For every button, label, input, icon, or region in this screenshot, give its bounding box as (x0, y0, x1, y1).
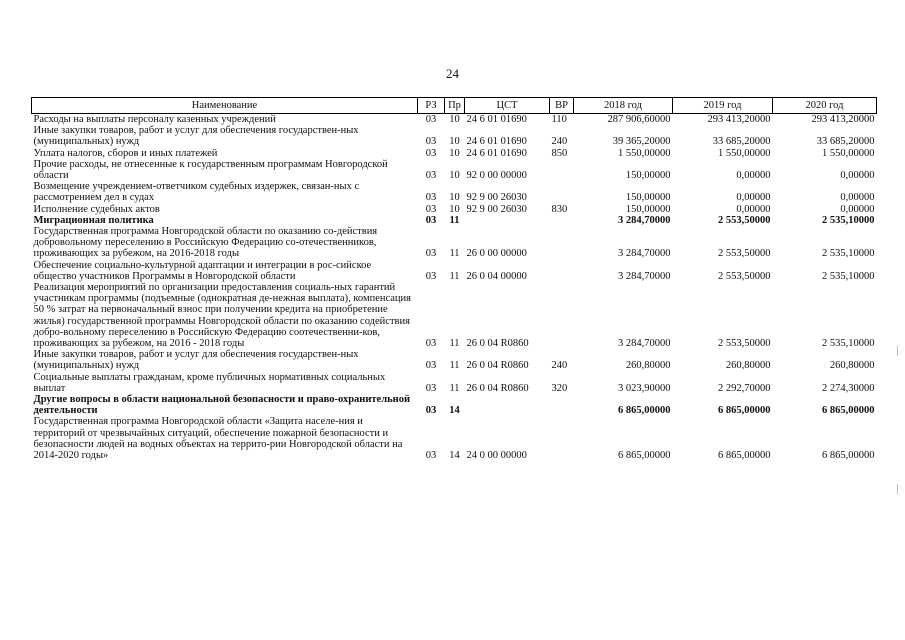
margin-mark (897, 484, 898, 494)
cell-2020: 6 865,00000 (822, 405, 875, 417)
cell-cst: 26 0 04 R0860 (466, 338, 529, 350)
cell-2018: 3 284,70000 (618, 248, 671, 260)
cell-name: Другие вопросы в области национальной безопасности и право-охранительной деятельности (33, 394, 411, 417)
cell-rz: 03 (425, 450, 437, 462)
cell-2018: 3 023,90000 (618, 382, 671, 394)
cell-2018: 287 906,60000 (607, 114, 671, 125)
cell-2018: 6 865,00000 (618, 405, 671, 417)
cell-2018: 3 284,70000 (618, 214, 671, 226)
cell-name: Прочие расходы, не отнесенные к государственным программам Новгородской области (33, 158, 388, 182)
cell-2020: 260,80000 (829, 360, 875, 372)
cell-2018: 150,00000 (625, 203, 671, 215)
cell-cst: 92 9 00 26030 (466, 203, 527, 215)
table-row (32, 159, 877, 181)
table-row (32, 125, 877, 147)
cell-pr: 10 (449, 136, 460, 148)
cell-2019: 6 865,00000 (718, 405, 771, 417)
cell-rz: 03 (425, 136, 437, 148)
cell-vr (550, 282, 574, 349)
cell-pr: 10 (449, 192, 460, 204)
table-row (32, 372, 877, 394)
cell-vr: 240 (551, 360, 568, 372)
table-row (32, 282, 877, 349)
cell-name: Государственная программа Новгородской области «Защита населе-ния и территорий от чрезвычайных ситуаций, обеспечение пожарной безопасности и безопасности людей на водных объектах на террито-рии Новгородской области на 2014-2020 годы» (33, 416, 403, 462)
cell-2020: 2 535,10000 (822, 338, 875, 350)
header-pr: Пр (445, 98, 465, 114)
cell-cst: 24 0 00 00000 (466, 450, 527, 462)
cell-cst: 92 0 00 00000 (466, 170, 527, 182)
cell-2019: 6 865,00000 (718, 450, 771, 462)
cell-vr: 110 (551, 114, 567, 125)
cell-rz: 03 (425, 405, 437, 417)
header-2019: 2019 год (673, 98, 773, 114)
header-2018: 2018 год (574, 98, 673, 114)
cell-2019: 2 553,50000 (718, 248, 771, 260)
table-row (32, 394, 877, 416)
cell-vr (550, 416, 574, 461)
cell-rz: 03 (425, 338, 437, 350)
header-vr: ВР (550, 98, 574, 114)
cell-rz: 03 (425, 192, 437, 204)
cell-2018: 150,00000 (625, 192, 671, 204)
cell-cst: 26 0 04 R0860 (466, 382, 529, 394)
cell-pr: 14 (449, 405, 460, 417)
cell-rz: 03 (425, 214, 437, 226)
cell-name: Уплата налогов, сборов и иных платежей (33, 147, 218, 159)
cell-cst: 24 6 01 01690 (466, 114, 527, 125)
cell-vr (550, 226, 574, 260)
cell-name: Иные закупки товаров, работ и услуг для обеспечения государствен-ных (муниципальных) нужд (33, 125, 359, 148)
cell-2020: 6 865,00000 (822, 450, 875, 462)
cell-cst: 26 0 04 R0860 (466, 360, 529, 372)
cell-2019: 2 292,70000 (718, 382, 771, 394)
cell-vr (550, 394, 574, 416)
cell-name: Расходы на выплаты персоналу казенных учреждений (33, 114, 276, 125)
cell-2019: 260,80000 (725, 360, 771, 372)
cell-2020: 0,00000 (840, 192, 875, 204)
cell-pr: 10 (449, 114, 460, 125)
table-row (32, 114, 877, 126)
margin-mark (897, 346, 898, 356)
cell-name: Государственная программа Новгородской области по оказанию со-действия добровольному переселению в Российскую Федерацию со-отечественников, проживающих за рубежом, на 2016-2018 годы (33, 226, 378, 260)
cell-name: Обеспечение социально-культурной адаптации и интеграции в рос-сийское общество участников Программы в Новгородской области (33, 259, 372, 282)
cell-pr: 11 (449, 214, 460, 226)
table-row (32, 204, 877, 215)
cell-2020: 2 274,30000 (822, 382, 875, 394)
cell-name: Социальные выплаты гражданам, кроме публичных нормативных социальных выплат (33, 371, 386, 394)
cell-vr (550, 159, 574, 181)
cell-2019: 33 685,20000 (712, 136, 771, 148)
cell-pr: 14 (449, 450, 460, 462)
cell-2019: 2 553,50000 (718, 338, 771, 350)
cell-2020: 0,00000 (840, 170, 875, 182)
cell-name: Миграционная политика (33, 214, 154, 226)
cell-name: Реализация мероприятий по организации предоставления социаль-ных гарантий участникам программы (подъемные (однократная де-нежная выплата), компенсация 50 % затрат на первоначальный взнос при получении кредита на приобретение жилья) государственной программы Новгородской области по оказанию содействия добро-вольному переселению в Российскую Федерацию соотечественни-ков, проживающих за рубежом, на 2016 - 2018 годы (33, 282, 412, 350)
cell-2018: 39 365,20000 (612, 136, 671, 148)
cell-2020: 2 535,10000 (822, 248, 875, 260)
header-2020: 2020 год (773, 98, 877, 114)
cell-2018: 6 865,00000 (618, 450, 671, 462)
cell-2020: 2 535,10000 (822, 270, 875, 282)
cell-pr: 10 (449, 170, 460, 182)
cell-cst: 26 0 04 00000 (466, 270, 527, 282)
cell-2018: 260,80000 (625, 360, 671, 372)
cell-cst (465, 394, 550, 416)
cell-2020: 33 685,20000 (816, 136, 875, 148)
cell-pr: 11 (449, 382, 460, 394)
table-row (32, 416, 877, 461)
cell-pr: 10 (449, 147, 460, 159)
cell-cst: 24 6 01 01690 (466, 136, 527, 148)
cell-2020: 1 550,00000 (822, 147, 875, 159)
cell-name: Возмещение учреждением-ответчиком судебных издержек, связан-ных с рассмотрением дел в судах (33, 181, 360, 204)
cell-name: Иные закупки товаров, работ и услуг для обеспечения государствен-ных (муниципальных) нужд (33, 349, 359, 372)
cell-pr: 11 (449, 338, 460, 350)
table-row (32, 260, 877, 282)
cell-2018: 1 550,00000 (618, 147, 671, 159)
cell-vr: 320 (551, 382, 568, 394)
header-cst: ЦСТ (465, 98, 550, 114)
cell-vr (550, 215, 574, 226)
cell-rz: 03 (425, 270, 437, 282)
cell-vr (550, 181, 574, 203)
table-row (32, 148, 877, 159)
cell-2019: 2 553,50000 (718, 214, 771, 226)
cell-rz: 03 (425, 248, 437, 260)
cell-vr (550, 260, 574, 282)
cell-rz: 03 (425, 114, 437, 125)
cell-2020: 0,00000 (840, 203, 875, 215)
cell-rz: 03 (425, 147, 437, 159)
budget-table (31, 97, 877, 461)
cell-pr: 11 (449, 270, 460, 282)
table-row (32, 215, 877, 226)
table-row (32, 181, 877, 203)
cell-2019: 293 413,20000 (707, 114, 771, 125)
cell-2018: 3 284,70000 (618, 270, 671, 282)
cell-2019: 1 550,00000 (718, 147, 771, 159)
cell-vr: 850 (551, 147, 568, 159)
cell-pr: 11 (449, 248, 460, 260)
cell-2020: 293 413,20000 (811, 114, 875, 125)
header-rz: РЗ (418, 98, 445, 114)
cell-vr: 240 (551, 136, 568, 148)
cell-rz: 03 (425, 360, 437, 372)
cell-rz: 03 (425, 170, 437, 182)
page-number: 24 (446, 66, 459, 81)
cell-cst: 26 0 00 00000 (466, 248, 527, 260)
cell-2019: 0,00000 (736, 192, 771, 204)
cell-2019: 0,00000 (736, 203, 771, 215)
cell-rz: 03 (425, 382, 437, 394)
cell-vr: 830 (551, 203, 568, 215)
cell-2019: 2 553,50000 (718, 270, 771, 282)
table-header-row (32, 98, 877, 114)
cell-pr: 10 (449, 203, 460, 215)
cell-cst: 24 6 01 01690 (466, 147, 527, 159)
table-row (32, 226, 877, 260)
cell-rz: 03 (425, 203, 437, 215)
cell-2019: 0,00000 (736, 170, 771, 182)
table-row (32, 349, 877, 371)
cell-2018: 150,00000 (625, 170, 671, 182)
table-body (32, 114, 877, 462)
cell-2018: 3 284,70000 (618, 338, 671, 350)
cell-2020: 2 535,10000 (822, 214, 875, 226)
cell-name: Исполнение судебных актов (33, 203, 160, 215)
cell-pr: 11 (449, 360, 460, 372)
header-name: Наименование (32, 98, 418, 114)
cell-cst: 92 9 00 26030 (466, 192, 527, 204)
cell-cst (465, 215, 550, 226)
